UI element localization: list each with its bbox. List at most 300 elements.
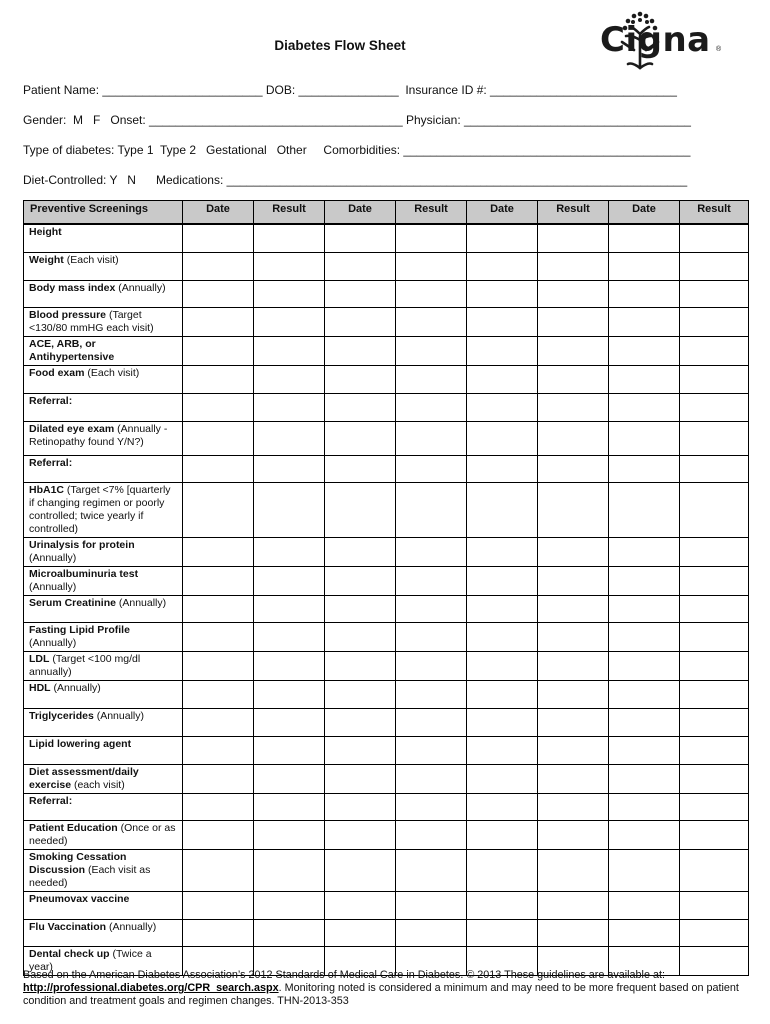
- date-cell[interactable]: [609, 393, 680, 421]
- table-row: [24, 365, 749, 393]
- result-cell[interactable]: [538, 280, 609, 307]
- screening-frequency: (Annually): [115, 596, 167, 609]
- result-cell[interactable]: [680, 919, 749, 946]
- result-cell[interactable]: [396, 393, 467, 421]
- result-cell[interactable]: [680, 280, 749, 307]
- footer-text-2: . Monitoring noted is considered a minimum and may need to be more frequent based on patient condition and treatment goals and regimen changes. THN-2013-353: [23, 982, 739, 1008]
- result-cell[interactable]: [254, 455, 325, 482]
- page-title: Diabetes Flow Sheet: [274, 38, 406, 53]
- result-cell[interactable]: [254, 736, 325, 764]
- result-cell[interactable]: [396, 680, 467, 708]
- result-cell[interactable]: [538, 680, 609, 708]
- result-cell[interactable]: [254, 566, 325, 595]
- screenings-table: [23, 200, 749, 976]
- date-cell[interactable]: [609, 336, 680, 365]
- gender-onset-physician-line: Gender: M F Onset: ______________________________________ Physician: __________________________________: [23, 113, 691, 127]
- date-cell[interactable]: [325, 891, 396, 919]
- result-cell[interactable]: [538, 455, 609, 482]
- result-cell[interactable]: [254, 793, 325, 820]
- date-cell[interactable]: [325, 252, 396, 280]
- date-cell[interactable]: [183, 820, 254, 849]
- column-header-result: Result: [396, 201, 467, 225]
- table-row: [24, 566, 749, 595]
- screening-name: Dilated eye exam: [29, 422, 115, 435]
- column-header-screening: Preventive Screenings: [24, 201, 183, 225]
- result-cell[interactable]: [254, 252, 325, 280]
- date-cell[interactable]: [609, 455, 680, 482]
- date-cell[interactable]: [183, 280, 254, 307]
- screening-label: [24, 680, 183, 708]
- result-cell[interactable]: [396, 736, 467, 764]
- result-cell[interactable]: [396, 336, 467, 365]
- table-row: [24, 708, 749, 736]
- result-cell[interactable]: [396, 566, 467, 595]
- date-cell[interactable]: [325, 736, 396, 764]
- result-cell[interactable]: [680, 680, 749, 708]
- date-cell[interactable]: [325, 224, 396, 252]
- screening-label: [24, 455, 183, 482]
- date-cell[interactable]: [467, 336, 538, 365]
- result-cell[interactable]: [680, 537, 749, 566]
- screening-label: [24, 537, 183, 566]
- date-cell[interactable]: [183, 482, 254, 537]
- screening-label: [24, 651, 183, 680]
- date-cell[interactable]: [325, 793, 396, 820]
- result-cell[interactable]: [254, 764, 325, 793]
- screening-frequency: (each visit): [71, 778, 125, 791]
- date-cell[interactable]: [467, 595, 538, 622]
- result-cell[interactable]: [396, 307, 467, 336]
- date-cell[interactable]: [325, 595, 396, 622]
- result-cell[interactable]: [680, 764, 749, 793]
- screening-name: Diet assessment/daily exercise: [29, 765, 139, 791]
- date-cell[interactable]: [467, 708, 538, 736]
- date-cell[interactable]: [183, 793, 254, 820]
- result-cell[interactable]: [680, 336, 749, 365]
- screening-name: Referral:: [29, 794, 73, 807]
- date-cell[interactable]: [609, 919, 680, 946]
- date-cell[interactable]: [183, 919, 254, 946]
- screening-label: [24, 393, 183, 421]
- date-cell[interactable]: [467, 224, 538, 252]
- screening-label: [24, 736, 183, 764]
- table-row: [24, 919, 749, 946]
- result-cell[interactable]: [538, 708, 609, 736]
- date-cell[interactable]: [183, 764, 254, 793]
- date-cell[interactable]: [467, 891, 538, 919]
- result-cell[interactable]: [538, 336, 609, 365]
- screening-frequency: (Annually): [29, 551, 77, 564]
- result-cell[interactable]: [680, 482, 749, 537]
- date-cell[interactable]: [325, 849, 396, 891]
- date-cell[interactable]: [609, 595, 680, 622]
- result-cell[interactable]: [680, 622, 749, 651]
- screening-name: HbA1C: [29, 483, 65, 496]
- date-cell[interactable]: [183, 365, 254, 393]
- result-cell[interactable]: [396, 849, 467, 891]
- screening-label: [24, 482, 183, 537]
- result-cell[interactable]: [254, 393, 325, 421]
- screening-frequency: (Twice a year): [29, 947, 152, 973]
- screening-name: Patient Education: [29, 821, 118, 834]
- result-cell[interactable]: [538, 736, 609, 764]
- column-header-date: Date: [609, 201, 680, 225]
- table-row: [24, 891, 749, 919]
- date-cell[interactable]: [609, 482, 680, 537]
- date-cell[interactable]: [183, 336, 254, 365]
- result-cell[interactable]: [538, 849, 609, 891]
- result-cell[interactable]: [254, 919, 325, 946]
- result-cell[interactable]: [254, 421, 325, 455]
- result-cell[interactable]: [254, 537, 325, 566]
- date-cell[interactable]: [609, 224, 680, 252]
- date-cell[interactable]: [467, 307, 538, 336]
- date-cell[interactable]: [609, 820, 680, 849]
- date-cell[interactable]: [467, 793, 538, 820]
- date-cell[interactable]: [467, 680, 538, 708]
- screening-label: [24, 365, 183, 393]
- result-cell[interactable]: [538, 393, 609, 421]
- screening-label: [24, 919, 183, 946]
- result-cell[interactable]: [254, 680, 325, 708]
- screening-frequency: (Annually): [115, 281, 166, 294]
- patient-name-dob-insurance-line: Patient Name: ________________________ DOB: _______________ Insurance ID #: ____________________________: [23, 83, 677, 97]
- date-cell[interactable]: [467, 736, 538, 764]
- date-cell[interactable]: [467, 849, 538, 891]
- screening-name: LDL: [29, 652, 50, 665]
- result-cell[interactable]: [254, 365, 325, 393]
- date-cell[interactable]: [325, 651, 396, 680]
- result-cell[interactable]: [254, 820, 325, 849]
- registered-mark: ®: [716, 46, 722, 53]
- table-row: [24, 820, 749, 849]
- result-cell[interactable]: [254, 595, 325, 622]
- cigna-logo-text: Cigna: [600, 20, 711, 60]
- table-row: [24, 482, 749, 537]
- result-cell[interactable]: [396, 421, 467, 455]
- date-cell[interactable]: [467, 537, 538, 566]
- date-cell[interactable]: [325, 421, 396, 455]
- result-cell[interactable]: [396, 764, 467, 793]
- screening-name: Flu Vaccination: [29, 920, 107, 933]
- result-cell[interactable]: [680, 820, 749, 849]
- result-cell[interactable]: [254, 482, 325, 537]
- result-cell[interactable]: [396, 793, 467, 820]
- result-cell[interactable]: [538, 622, 609, 651]
- result-cell[interactable]: [680, 365, 749, 393]
- diabetes-type-comorbidities-line: Type of diabetes: Type 1 Type 2 Gestational Other Comorbidities: ___________________________________________: [23, 143, 691, 157]
- date-cell[interactable]: [609, 537, 680, 566]
- date-cell[interactable]: [325, 393, 396, 421]
- result-cell[interactable]: [254, 622, 325, 651]
- screening-label: [24, 280, 183, 307]
- screening-name: Pneumovax vaccine: [29, 892, 130, 905]
- result-cell[interactable]: [254, 280, 325, 307]
- result-cell[interactable]: [538, 651, 609, 680]
- date-cell[interactable]: [609, 891, 680, 919]
- date-cell[interactable]: [609, 307, 680, 336]
- date-cell[interactable]: [609, 708, 680, 736]
- result-cell[interactable]: [680, 849, 749, 891]
- date-cell[interactable]: [467, 622, 538, 651]
- result-cell[interactable]: [538, 365, 609, 393]
- date-cell[interactable]: [609, 680, 680, 708]
- date-cell[interactable]: [183, 651, 254, 680]
- result-cell[interactable]: [396, 919, 467, 946]
- result-cell[interactable]: [396, 595, 467, 622]
- result-cell[interactable]: [680, 455, 749, 482]
- date-cell[interactable]: [467, 421, 538, 455]
- screening-frequency: (Annually): [50, 681, 101, 694]
- footer-text-1: Based on the American Diabetes Association’s 2012 Standards of Medical Care in Diabetes. © 2013 These guidelines are available at:: [23, 969, 665, 981]
- result-cell[interactable]: [396, 365, 467, 393]
- date-cell[interactable]: [325, 566, 396, 595]
- screening-label: [24, 820, 183, 849]
- screening-name: Microalbuminuria test: [29, 567, 139, 580]
- diet-medications-line: Diet-Controlled: Y N Medications: _____________________________________________________________________: [23, 173, 688, 187]
- date-cell[interactable]: [609, 849, 680, 891]
- result-cell[interactable]: [396, 224, 467, 252]
- result-cell[interactable]: [538, 764, 609, 793]
- date-cell[interactable]: [609, 736, 680, 764]
- date-cell[interactable]: [467, 393, 538, 421]
- screening-label: [24, 764, 183, 793]
- column-header-date: Date: [325, 201, 396, 225]
- screening-label: [24, 793, 183, 820]
- date-cell[interactable]: [325, 708, 396, 736]
- date-cell[interactable]: [183, 421, 254, 455]
- screening-label: [24, 252, 183, 280]
- date-cell[interactable]: [325, 919, 396, 946]
- screening-label: [24, 595, 183, 622]
- result-cell[interactable]: [396, 537, 467, 566]
- screening-label: [24, 708, 183, 736]
- screening-name: HDL: [29, 681, 51, 694]
- date-cell[interactable]: [183, 622, 254, 651]
- screening-label: [24, 566, 183, 595]
- guidelines-link[interactable]: http://professional.diabetes.org/CPR_search.aspx: [23, 982, 279, 995]
- date-cell[interactable]: [609, 651, 680, 680]
- date-cell[interactable]: [183, 680, 254, 708]
- result-cell[interactable]: [254, 708, 325, 736]
- date-cell[interactable]: [467, 820, 538, 849]
- result-cell[interactable]: [396, 651, 467, 680]
- date-cell[interactable]: [467, 482, 538, 537]
- result-cell[interactable]: [538, 919, 609, 946]
- screening-name: Height: [29, 226, 62, 238]
- date-cell[interactable]: [183, 224, 254, 252]
- result-cell[interactable]: [254, 849, 325, 891]
- screening-name: Dental check up: [29, 947, 110, 960]
- table-row: [24, 336, 749, 365]
- screening-name: Body mass index: [29, 281, 116, 294]
- screening-label: [24, 307, 183, 336]
- result-cell[interactable]: [538, 793, 609, 820]
- date-cell[interactable]: [467, 280, 538, 307]
- date-cell[interactable]: [325, 680, 396, 708]
- result-cell[interactable]: [396, 820, 467, 849]
- screening-frequency: (Each visit): [63, 253, 119, 266]
- screening-name: Lipid lowering agent: [29, 737, 132, 750]
- result-cell[interactable]: [254, 336, 325, 365]
- result-cell[interactable]: [538, 820, 609, 849]
- result-cell[interactable]: [538, 224, 609, 252]
- date-cell[interactable]: [325, 455, 396, 482]
- screening-frequency: (Target <100 mg/dl annually): [29, 652, 141, 678]
- result-cell[interactable]: [538, 566, 609, 595]
- table-row: [24, 595, 749, 622]
- result-cell[interactable]: [396, 708, 467, 736]
- screening-name: Serum Creatinine: [29, 596, 116, 609]
- date-cell[interactable]: [467, 919, 538, 946]
- date-cell[interactable]: [183, 537, 254, 566]
- date-cell[interactable]: [325, 336, 396, 365]
- result-cell[interactable]: [680, 224, 749, 252]
- table-row: [24, 793, 749, 820]
- date-cell[interactable]: [609, 793, 680, 820]
- result-cell[interactable]: [680, 421, 749, 455]
- screening-frequency: (Annually): [29, 580, 77, 593]
- date-cell[interactable]: [467, 651, 538, 680]
- date-cell[interactable]: [467, 455, 538, 482]
- date-cell[interactable]: [467, 365, 538, 393]
- screening-name: Food exam: [29, 366, 85, 379]
- date-cell[interactable]: [609, 365, 680, 393]
- date-cell[interactable]: [183, 252, 254, 280]
- result-cell[interactable]: [680, 708, 749, 736]
- result-cell[interactable]: [680, 307, 749, 336]
- screening-label: [24, 622, 183, 651]
- table-row: [24, 224, 749, 252]
- screening-name: Urinalysis for protein: [29, 538, 135, 551]
- date-cell[interactable]: [183, 393, 254, 421]
- result-cell[interactable]: [396, 482, 467, 537]
- result-cell[interactable]: [538, 891, 609, 919]
- screening-label: [24, 224, 183, 252]
- table-header-row: [24, 201, 749, 225]
- table-row: [24, 764, 749, 793]
- date-cell[interactable]: [609, 566, 680, 595]
- date-cell[interactable]: [183, 736, 254, 764]
- result-cell[interactable]: [680, 252, 749, 280]
- date-cell[interactable]: [609, 252, 680, 280]
- result-cell[interactable]: [396, 455, 467, 482]
- column-header-date: Date: [183, 201, 254, 225]
- screening-frequency: (Each visit): [84, 366, 140, 379]
- result-cell[interactable]: [538, 421, 609, 455]
- screening-name: Referral:: [29, 456, 73, 469]
- result-cell[interactable]: [254, 307, 325, 336]
- table-row: [24, 849, 749, 891]
- screening-name: Smoking Cessation Discussion: [29, 850, 127, 876]
- result-cell[interactable]: [680, 793, 749, 820]
- table-row: [24, 280, 749, 307]
- date-cell[interactable]: [183, 891, 254, 919]
- result-cell[interactable]: [396, 622, 467, 651]
- date-cell[interactable]: [609, 280, 680, 307]
- result-cell[interactable]: [538, 252, 609, 280]
- date-cell[interactable]: [609, 622, 680, 651]
- screening-frequency: (Annually): [106, 920, 157, 933]
- date-cell[interactable]: [609, 764, 680, 793]
- date-cell[interactable]: [325, 764, 396, 793]
- screening-name: Weight: [29, 253, 64, 266]
- date-cell[interactable]: [325, 365, 396, 393]
- result-cell[interactable]: [254, 651, 325, 680]
- screening-name: ACE, ARB, or Antihypertensive: [29, 337, 115, 363]
- result-cell[interactable]: [254, 224, 325, 252]
- date-cell[interactable]: [183, 455, 254, 482]
- result-cell[interactable]: [680, 891, 749, 919]
- table-row: [24, 307, 749, 336]
- date-cell[interactable]: [325, 482, 396, 537]
- result-cell[interactable]: [254, 891, 325, 919]
- screening-frequency: (Target <7% [quarterly if changing regimen or poorly controlled; twice yearly if controlled): [29, 483, 171, 535]
- screening-frequency: (Each visit as needed): [29, 863, 151, 889]
- column-header-result: Result: [680, 201, 749, 225]
- date-cell[interactable]: [467, 252, 538, 280]
- result-cell[interactable]: [538, 482, 609, 537]
- footer-note: [23, 969, 753, 1009]
- date-cell[interactable]: [467, 764, 538, 793]
- date-cell[interactable]: [183, 708, 254, 736]
- screening-frequency: (Target <130/80 mmHG each visit): [29, 308, 154, 334]
- screening-name: Fasting Lipid Profile: [29, 623, 130, 636]
- date-cell[interactable]: [183, 307, 254, 336]
- date-cell[interactable]: [609, 421, 680, 455]
- date-cell[interactable]: [325, 537, 396, 566]
- result-cell[interactable]: [538, 307, 609, 336]
- screening-label: [24, 421, 183, 455]
- table-row: [24, 537, 749, 566]
- date-cell[interactable]: [183, 595, 254, 622]
- table-row: [24, 252, 749, 280]
- table-row: [24, 393, 749, 421]
- result-cell[interactable]: [396, 891, 467, 919]
- result-cell[interactable]: [396, 252, 467, 280]
- table-row: [24, 651, 749, 680]
- result-cell[interactable]: [680, 393, 749, 421]
- date-cell[interactable]: [325, 307, 396, 336]
- result-cell[interactable]: [680, 736, 749, 764]
- screening-name: Referral:: [29, 394, 73, 407]
- screening-name: Triglycerides: [29, 709, 94, 722]
- date-cell[interactable]: [325, 622, 396, 651]
- screening-label: [24, 891, 183, 919]
- date-cell[interactable]: [325, 280, 396, 307]
- date-cell[interactable]: [325, 820, 396, 849]
- column-header-result: Result: [538, 201, 609, 225]
- date-cell[interactable]: [467, 566, 538, 595]
- date-cell[interactable]: [183, 566, 254, 595]
- result-cell[interactable]: [538, 537, 609, 566]
- table-row: [24, 736, 749, 764]
- screening-label: [24, 849, 183, 891]
- date-cell[interactable]: [183, 849, 254, 891]
- screening-frequency: (Annually - Retinopathy found Y/N?): [29, 422, 168, 448]
- screening-name: Blood pressure: [29, 308, 107, 321]
- screening-frequency: (Once or as needed): [29, 821, 176, 847]
- result-cell[interactable]: [680, 566, 749, 595]
- result-cell[interactable]: [680, 595, 749, 622]
- result-cell[interactable]: [396, 280, 467, 307]
- result-cell[interactable]: [680, 651, 749, 680]
- result-cell[interactable]: [538, 595, 609, 622]
- screening-frequency: (Annually): [29, 636, 77, 649]
- table-row: [24, 622, 749, 651]
- screening-label: [24, 336, 183, 365]
- screening-frequency: (Annually): [93, 709, 144, 722]
